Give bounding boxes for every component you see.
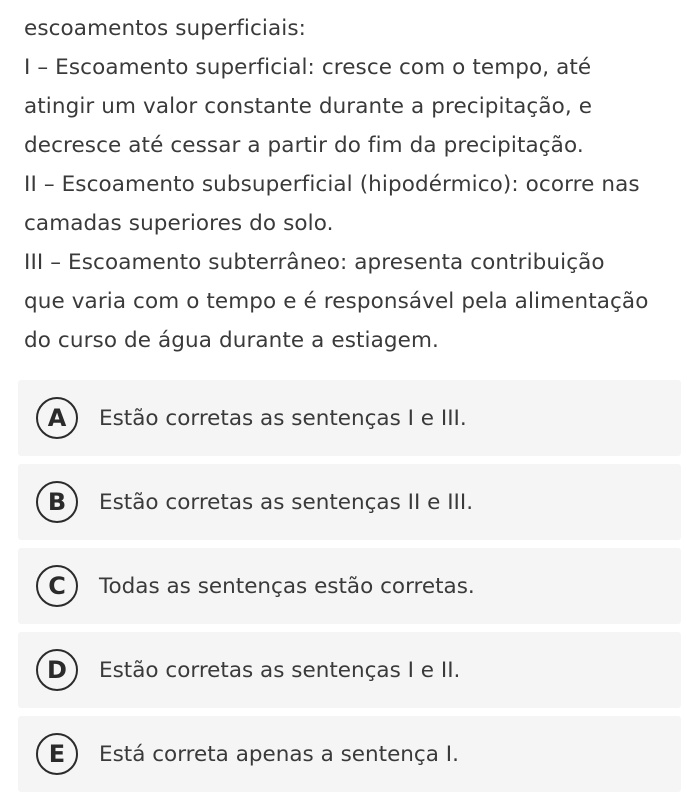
option-letter-badge: B	[36, 481, 78, 523]
option-text: Estão corretas as sentenças I e III.	[99, 405, 467, 431]
question-line: III – Escoamento subterrâneo: apresenta contribuição	[24, 250, 605, 275]
option-letter-badge: C	[36, 565, 78, 607]
option-d[interactable]	[18, 632, 681, 708]
option-text: Todas as sentenças estão corretas.	[99, 573, 475, 599]
option-e[interactable]	[18, 716, 681, 792]
option-letter-badge: A	[36, 397, 78, 439]
question-line: do curso de água durante a estiagem.	[24, 328, 439, 353]
option-text: Está correta apenas a sentença I.	[99, 741, 459, 767]
question-line: I – Escoamento superficial: cresce com o tempo, até	[24, 55, 592, 80]
option-b[interactable]	[18, 464, 681, 540]
option-text: Estão corretas as sentenças II e III.	[99, 489, 474, 515]
question-line: escoamentos superficiais:	[24, 16, 306, 41]
option-letter-badge: D	[36, 649, 78, 691]
question-text	[24, 0, 684, 360]
option-c[interactable]	[18, 548, 681, 624]
question-line: camadas superiores do solo.	[24, 211, 334, 236]
question-line: atingir um valor constante durante a precipitação, e	[24, 94, 593, 119]
question-line: que varia com o tempo e é responsável pela alimentação	[24, 289, 649, 314]
option-text: Estão corretas as sentenças I e II.	[99, 657, 461, 683]
option-a[interactable]	[18, 380, 681, 456]
option-letter-badge: E	[36, 733, 78, 775]
question-line: decresce até cessar a partir do fim da precipitação.	[24, 133, 584, 158]
question-line: II – Escoamento subsuperficial (hipodérmico): ocorre nas	[24, 172, 640, 197]
answer-options	[18, 380, 681, 800]
